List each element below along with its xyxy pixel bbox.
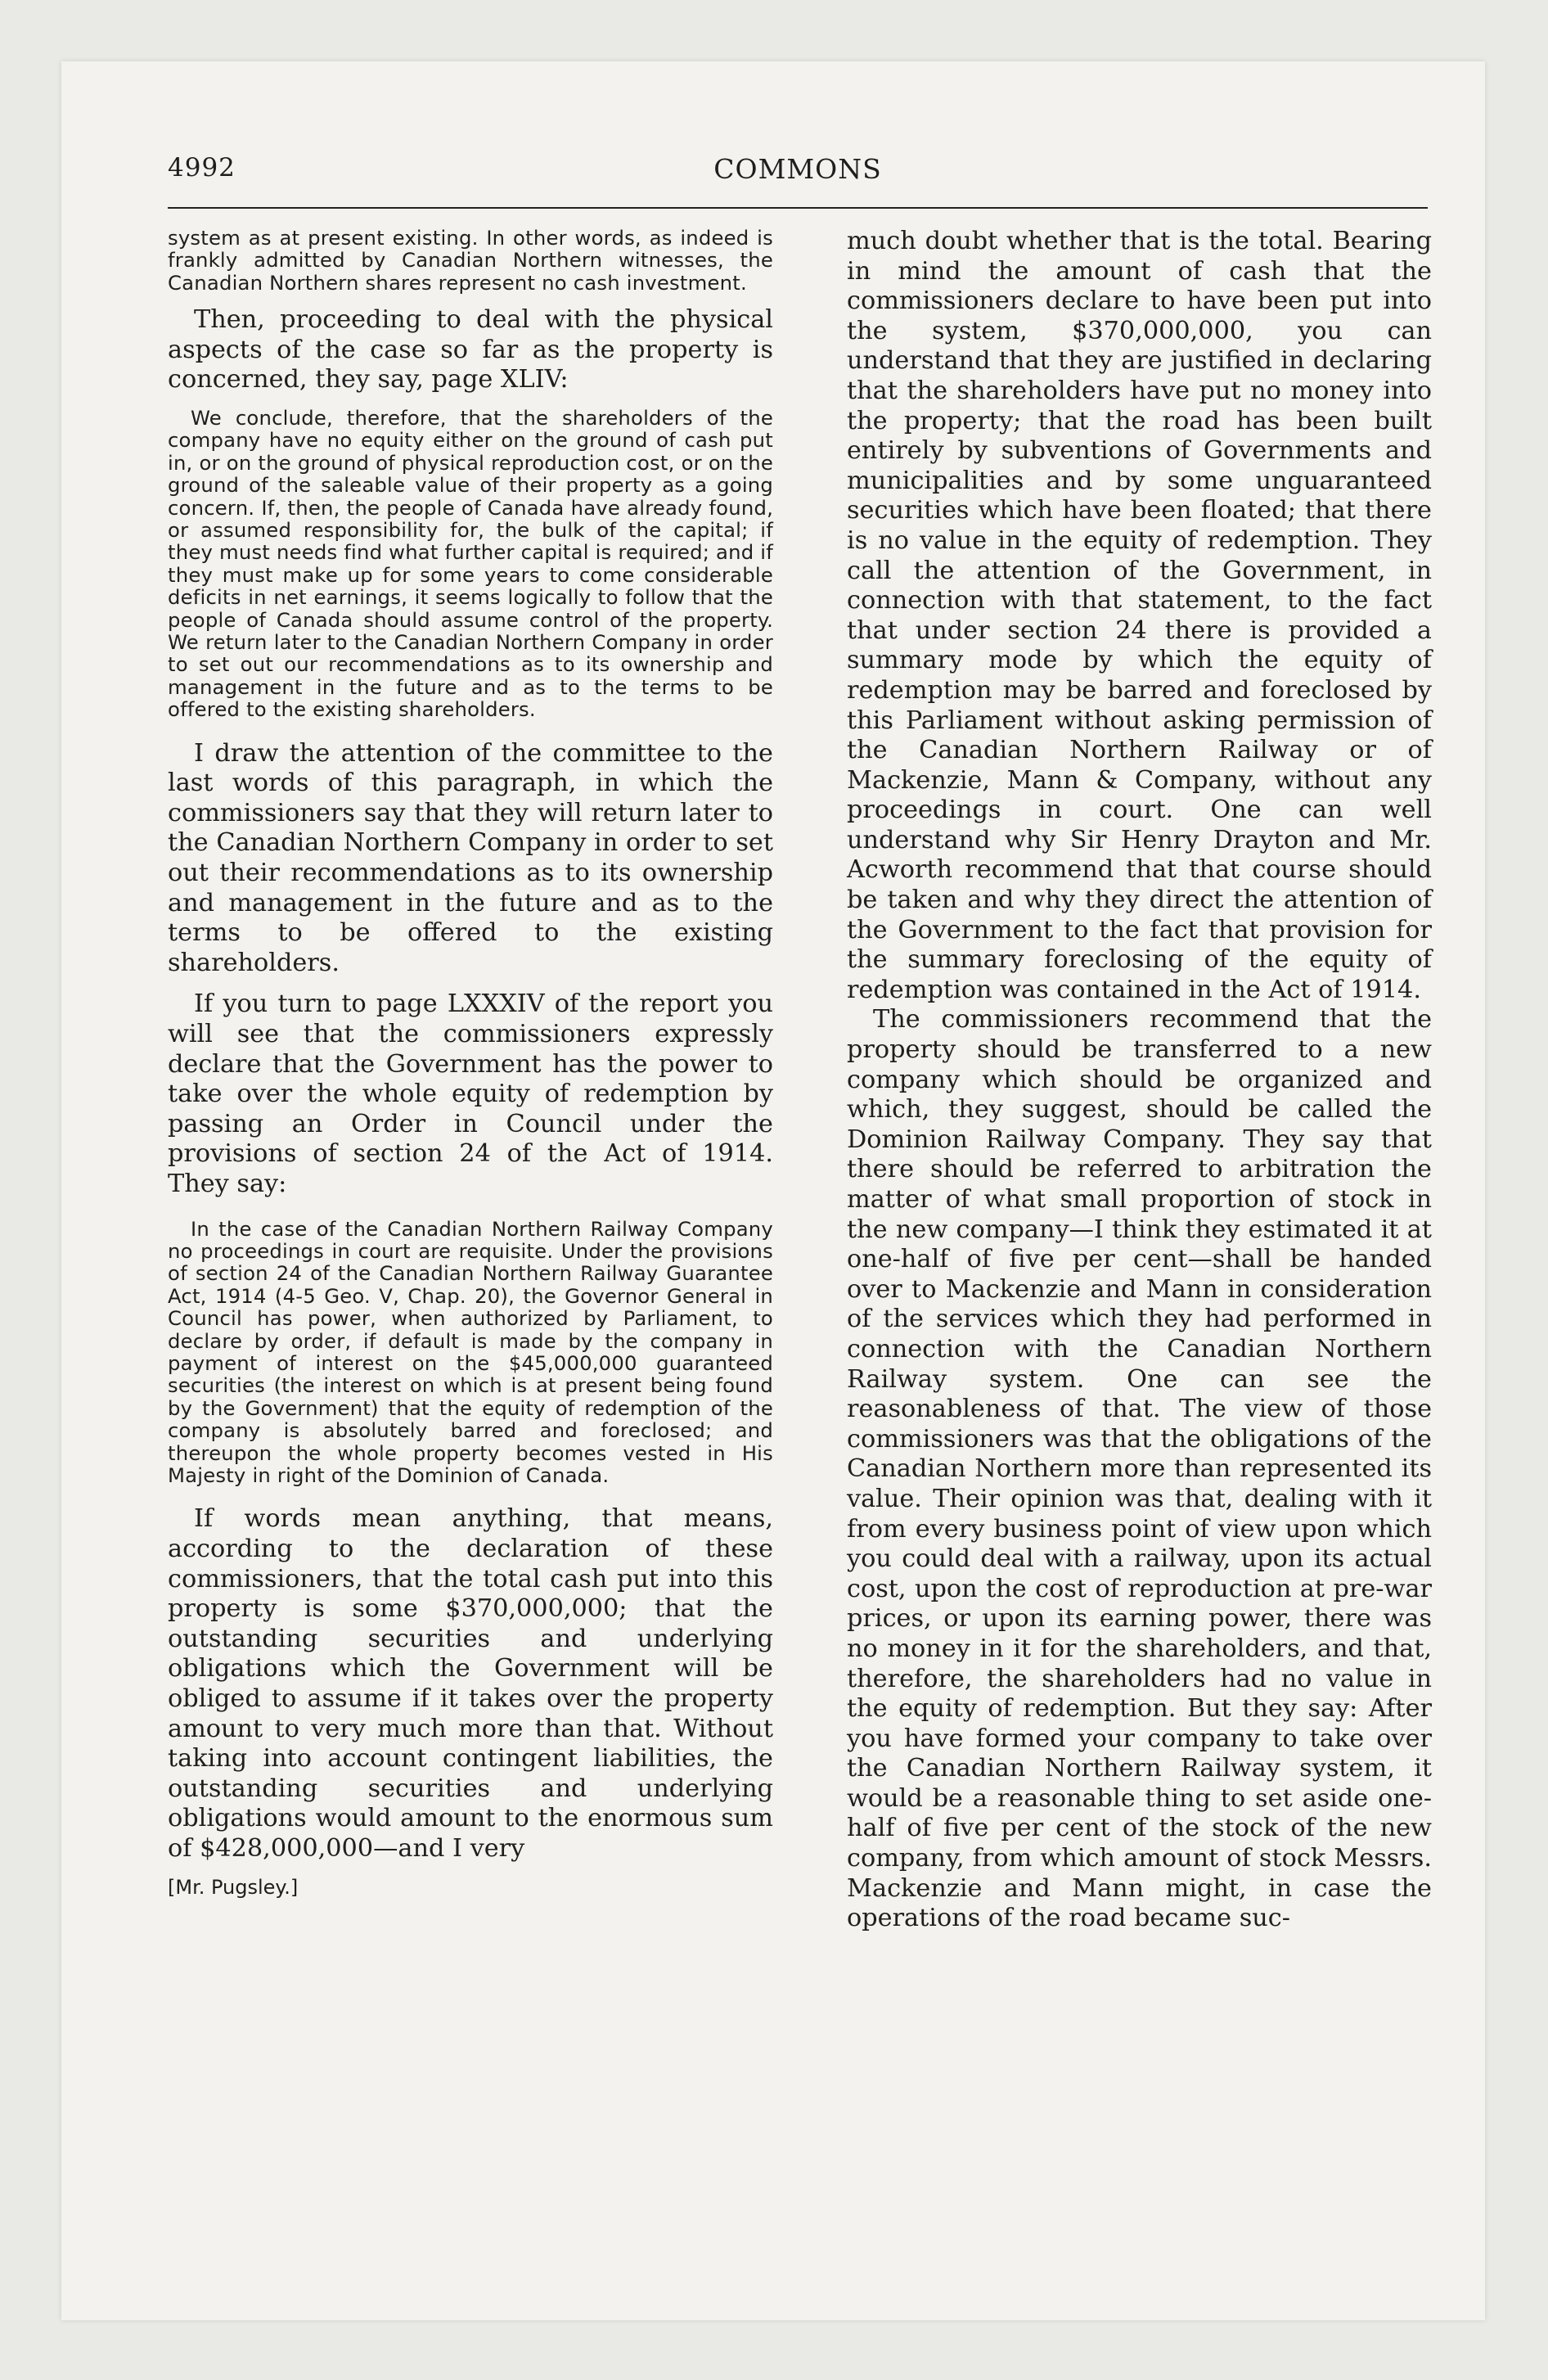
header-rule — [168, 207, 1428, 209]
running-title: COMMONS — [713, 153, 882, 185]
left-paragraph-4: If words mean anything, that means, according to the declaration of these commissioners, that the total cash put into this property is some $370,000,000; that the outstanding securities and underlying obligations which the Government will be obliged to assume if it takes over the property amount to very much more than that. Without taking into account contingent liabilities, the outstanding securities and underlying obligations would amount to the enormous sum of $428,000,000—and I very — [168, 1504, 773, 1863]
left-paragraph-3: If you turn to page LXXXIV of the report you will see that the commissioners expressly declare that the Government has the power to take over the whole equity of redemption by passing an Order in Council under the provisions of section 24 of the Act of 1914. They say: — [168, 989, 773, 1198]
left-column — [168, 227, 773, 1899]
left-quote-continuation: system as at present existing. In other words, as indeed is frankly admitted by Canadian Northern witnesses, the Canadian Northern shares represent no cash investment. — [168, 226, 773, 295]
page-header — [168, 153, 1428, 202]
left-quote-lxxxiv: In the case of the Canadian Northern Railway Company no proceedings in court are requisite. Under the provisions of section 24 of the Canadian Northern Railway Guarantee Act, 1914 (4-5 Geo. V, Chap. 20), the Governor General in Council has power, when authorized by Parliament, to declare by order, if default is made by the company in payment of interest on the $45,000,000 guaranteed securities (the interest on which is at present being found by the Government) that the equity of redemption of the company is absolutely barred and foreclosed; and thereupon the whole property becomes vested in His Majesty in right of the Dominion of Canada. — [168, 1216, 773, 1488]
page-sheet — [61, 61, 1485, 2320]
left-paragraph-1: Then, proceeding to deal with the physical aspects of the case so far as the property is concerned, they say, page XLIV: — [168, 305, 773, 394]
page-number: 4992 — [168, 153, 236, 183]
right-column — [847, 227, 1432, 1934]
left-quote-xliv: We conclude, therefore, that the shareholders of the company have no equity either on the ground of cash put in, or on the ground of physical reproduction cost, or on the ground of the saleable value of their property as a going concern. If, then, the people of Canada have already found, or assumed responsibility for, the bulk of the capital; if they must needs find what further capital is required; and if they must make up for some years to come considerable deficits in net earnings, it seems logically to follow that the people of Canada should assume control of the property. We return later to the Canadian Northern Company in order to set out our recommendations as to its ownership and management in the future and as to the terms to be offered to the existing shareholders. — [168, 406, 773, 722]
right-paragraph-1: much doubt whether that is the total. Bearing in mind the amount of cash that the commissioners declare to have been put into the system, $370,000,000, you can understand that they are justified in declaring that the shareholders have put no money into the property; that the road has been built entirely by subventions of Governments and municipalities and by some unguaranteed securities which have been floated; that there is no value in the equity of redemption. They call the attention of the Government, in connection with that statement, to the fact that under section 24 there is provided a summary mode by which the equity of redemption may be barred and foreclosed by this Parliament without asking permission of the Canadian Northern Railway or of Mackenzie, Mann & Company, without any proceedings in court. One can well understand why Sir Henry Drayton and Mr. Acworth recommend that that course should be taken and why they direct the attention of the Government to the fact that provision for the summary foreclosing of the equity of redemption was contained in the Act of 1914. — [847, 227, 1432, 1004]
left-paragraph-2: I draw the attention of the committee to the last words of this paragraph, in which the commissioners say that they will return later to the Canadian Northern Company in order to set out their recommendations as to its ownership and management in the future and as to the terms to be offered to the existing shareholders. — [168, 738, 773, 977]
speaker-attribution: [Mr. Pugsley.] — [168, 1875, 299, 1899]
right-paragraph-2: The commissioners recommend that the property should be transferred to a new company which should be organized and which, they suggest, should be called the Dominion Railway Company. They say that there should be referred to arbitration the matter of what small proportion of stock in the new company—I think they estimated it at one-half of five per cent—shall be handed over to Mackenzie and Mann in consideration of the services which they had performed in connection with the Canadian Northern Railway system. One can see the reasonableness of that. The view of those commissioners was that the obligations of the Canadian Northern more than represented its value. Their opinion was that, dealing with it from every business point of view upon which you could deal with a railway, upon its actual cost, upon the cost of reproduction at pre-war prices, or upon its earning power, there was no money in it for the shareholders, and that, therefore, the shareholders had no value in the equity of redemption. But they say: After you have formed your company to take over the Canadian Northern Railway system, it would be a reasonable thing to set aside one-half of five per cent of the stock of the new company, from which amount of stock Messrs. Mackenzie and Mann might, in case the operations of the road became suc- — [847, 1005, 1432, 1933]
